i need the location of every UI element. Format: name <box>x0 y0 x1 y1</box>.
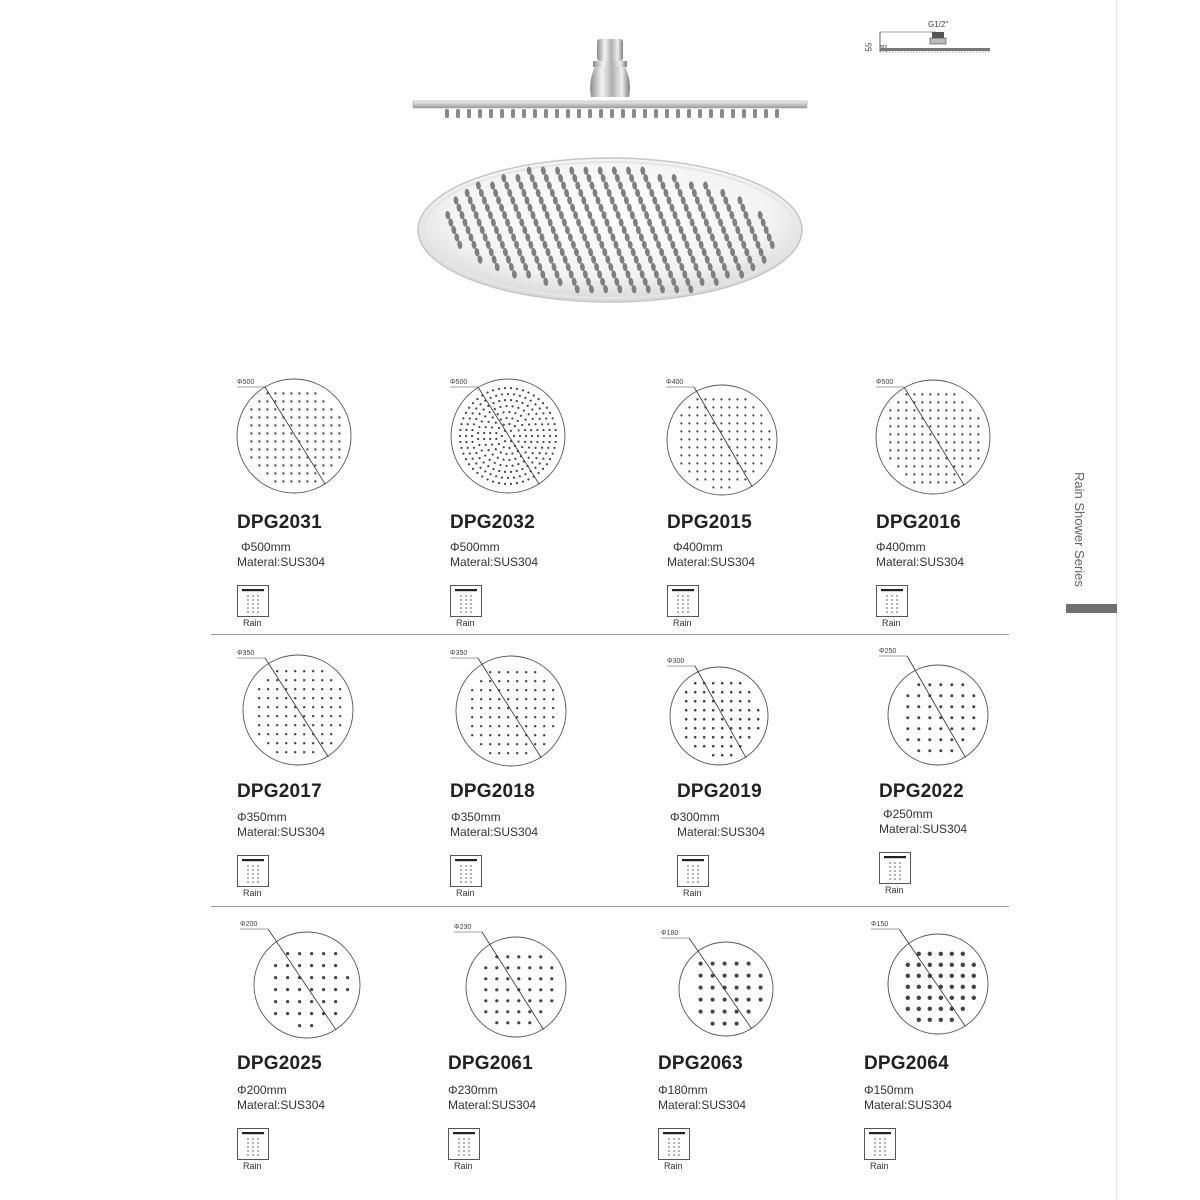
dpg2061-rain-icon <box>448 1128 480 1160</box>
row-divider-1 <box>211 634 1009 635</box>
dpg2016-diameter: Φ400mm <box>876 540 926 554</box>
rain-spray-icon <box>451 856 481 886</box>
dpg2064-material: Materal:SUS304 <box>864 1098 953 1112</box>
shower-head-side-view <box>405 35 815 130</box>
dpg2018-spray-label: Rain <box>456 888 475 898</box>
dpg2016-material: Materal:SUS304 <box>876 555 965 569</box>
dpg2018-model-name: DPG2018 <box>450 781 535 802</box>
dpg2031-spray-label: Rain <box>243 618 262 628</box>
dpg2061-diameter: Φ230mm <box>448 1083 498 1097</box>
dpg2017-spray-label: Rain <box>243 888 262 898</box>
dpg2032-face-drawing <box>401 378 615 513</box>
rain-spray-icon <box>238 1129 268 1159</box>
dpg2063-model-name: DPG2063 <box>658 1053 743 1074</box>
rain-spray-icon <box>880 853 910 883</box>
dpg2017-model-name: DPG2017 <box>237 781 322 802</box>
dpg2031-diameter: Φ500mm <box>241 540 291 554</box>
rain-spray-icon <box>668 586 698 616</box>
dpg2063-rain-icon <box>658 1128 690 1160</box>
dpg2063-spray-label: Rain <box>664 1161 683 1171</box>
dpg2064-model-name: DPG2064 <box>864 1053 949 1074</box>
dpg2032-model-name: DPG2032 <box>450 512 535 533</box>
series-marker-bar <box>1066 604 1117 613</box>
dpg2022-dimension-label: Φ250 <box>879 648 897 655</box>
dpg2018-diameter: Φ350mm <box>451 810 501 824</box>
dpg2022-spray-label: Rain <box>885 885 904 895</box>
dpg2032-diameter: Φ500mm <box>450 540 500 554</box>
dpg2061-dimension-label: Φ230 <box>454 924 472 931</box>
row-divider-2 <box>211 906 1009 907</box>
dpg2025-dimension-label: Φ200 <box>240 921 258 928</box>
dpg2019-diameter: Φ300mm <box>670 810 720 824</box>
dpg2016-spray-label: Rain <box>882 618 901 628</box>
dpg2031-rain-icon <box>237 585 269 617</box>
dpg2019-dimension-label: Φ300 <box>667 658 685 665</box>
dpg2022-diameter: Φ250mm <box>883 807 933 821</box>
rain-spray-icon <box>238 586 268 616</box>
dpg2025-material: Materal:SUS304 <box>237 1098 326 1112</box>
dpg2018-dimension-label: Φ350 <box>450 650 468 657</box>
rain-spray-icon <box>238 856 268 886</box>
dpg2017-material: Materal:SUS304 <box>237 825 326 839</box>
dpg2031-face-drawing <box>187 378 401 513</box>
dpg2061-material: Materal:SUS304 <box>448 1098 537 1112</box>
shower-head-face-view <box>415 152 805 304</box>
rain-spray-icon <box>865 1129 895 1159</box>
dpg2032-dimension-label: Φ500 <box>450 379 468 386</box>
rain-spray-icon <box>451 586 481 616</box>
dpg2063-material: Materal:SUS304 <box>658 1098 747 1112</box>
dpg2015-diameter: Φ400mm <box>673 540 723 554</box>
dpg2032-material: Materal:SUS304 <box>450 555 539 569</box>
dpg2015-model-name: DPG2015 <box>667 512 752 533</box>
dpg2032-spray-label: Rain <box>456 618 475 628</box>
dpg2015-dimension-label: Φ400 <box>666 379 684 386</box>
dpg2015-face-drawing <box>617 378 827 515</box>
dpg2025-diameter: Φ200mm <box>237 1083 287 1097</box>
dpg2017-dimension-label: Φ350 <box>237 650 255 657</box>
dpg2017-rain-icon <box>237 855 269 887</box>
connector-label: G1/2" <box>928 20 949 29</box>
dpg2064-dimension-label: Φ150 <box>871 921 889 928</box>
dpg2019-model-name: DPG2019 <box>677 781 762 802</box>
dpg2032-rain-icon <box>450 585 482 617</box>
dpg2022-rain-icon <box>879 852 911 884</box>
rain-spray-icon <box>877 586 907 616</box>
dpg2018-material: Materal:SUS304 <box>450 825 539 839</box>
dpg2022-material: Materal:SUS304 <box>879 822 968 836</box>
series-label: Rain Shower Series <box>1072 472 1087 587</box>
dpg2018-face-drawing <box>406 649 616 786</box>
dpg2019-face-drawing <box>620 657 818 785</box>
dpg2061-model-name: DPG2061 <box>448 1053 533 1074</box>
dpg2025-model-name: DPG2025 <box>237 1053 322 1074</box>
dpg2015-spray-label: Rain <box>673 618 692 628</box>
dpg2063-diameter: Φ180mm <box>658 1083 708 1097</box>
dpg2031-model-name: DPG2031 <box>237 512 322 533</box>
dpg2061-spray-label: Rain <box>454 1161 473 1171</box>
thickness-label: 4 <box>879 44 887 49</box>
dpg2061-face-drawing <box>416 923 616 1057</box>
dpg2016-dimension-label: Φ500 <box>876 379 894 386</box>
dpg2064-rain-icon <box>864 1128 896 1160</box>
dpg2063-face-drawing <box>629 929 823 1056</box>
dpg2064-face-drawing <box>838 920 1038 1054</box>
dpg2016-face-drawing <box>826 378 1040 514</box>
dpg2031-material: Materal:SUS304 <box>237 555 326 569</box>
dpg2031-dimension-label: Φ500 <box>237 379 255 386</box>
dpg2015-rain-icon <box>667 585 699 617</box>
dpg2022-model-name: DPG2022 <box>879 781 964 802</box>
rain-spray-icon <box>678 856 708 886</box>
dpg2017-face-drawing <box>193 649 403 785</box>
dpg2019-material: Materal:SUS304 <box>677 825 766 839</box>
dpg2019-spray-label: Rain <box>683 888 702 898</box>
dpg2025-spray-label: Rain <box>243 1161 262 1171</box>
dpg2018-rain-icon <box>450 855 482 887</box>
dpg2022-face-drawing <box>838 647 1038 785</box>
dpg2019-rain-icon <box>677 855 709 887</box>
dpg2016-model-name: DPG2016 <box>876 512 961 533</box>
side-divider <box>1116 0 1117 1200</box>
dpg2015-material: Materal:SUS304 <box>667 555 756 569</box>
height-label: 55 <box>864 42 874 52</box>
dpg2063-dimension-label: Φ180 <box>661 930 679 937</box>
dpg2016-rain-icon <box>876 585 908 617</box>
dpg2017-diameter: Φ350mm <box>237 810 287 824</box>
dpg2064-spray-label: Rain <box>870 1161 889 1171</box>
dpg2064-diameter: Φ150mm <box>864 1083 914 1097</box>
rain-spray-icon <box>449 1129 479 1159</box>
dpg2025-face-drawing <box>204 920 410 1058</box>
dpg2025-rain-icon <box>237 1128 269 1160</box>
rain-spray-icon <box>659 1129 689 1159</box>
